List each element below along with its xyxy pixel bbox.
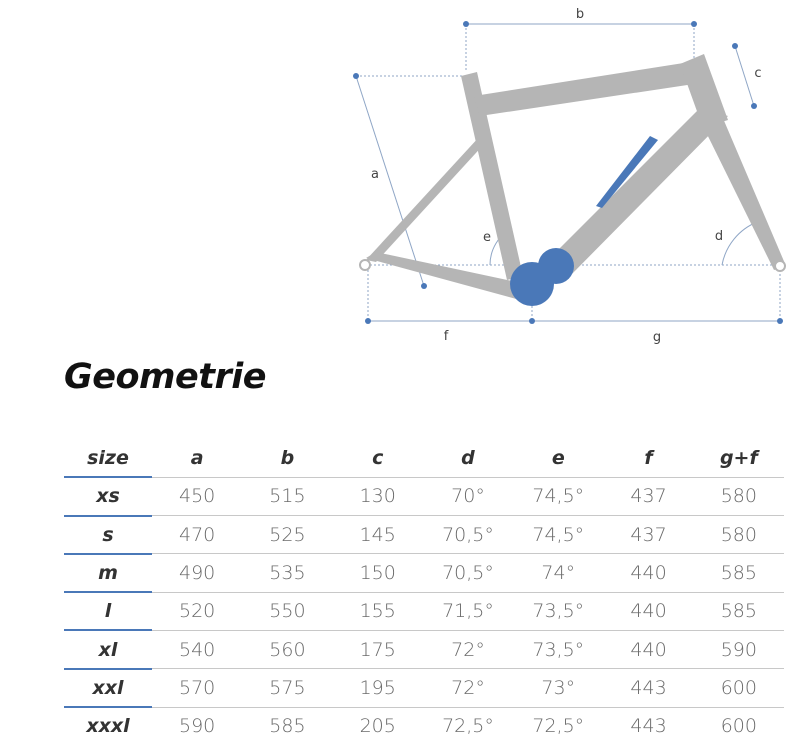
label-d: d: [714, 229, 724, 244]
table-row: [64, 554, 784, 592]
cell-d: 70,5°: [423, 554, 513, 592]
cell-size: xl: [64, 630, 152, 668]
cell-e: 74,5°: [513, 477, 603, 515]
cell-a: 590: [179, 714, 216, 737]
header-e: e: [513, 440, 603, 477]
cell-b: 515: [242, 477, 332, 515]
cell-a: 540: [152, 630, 242, 668]
bike-frame: [366, 54, 786, 300]
geometry-table: [64, 440, 784, 744]
cell-g-plus-f: 600: [694, 669, 784, 707]
cell-d: 71,5°: [423, 592, 513, 630]
label-a: a: [371, 167, 379, 182]
header-b: b: [242, 440, 332, 477]
cell-size: m: [64, 554, 152, 592]
cell-e: 73,5°: [513, 592, 603, 630]
cell-f: 440: [603, 630, 693, 668]
cell-b: 560: [242, 630, 332, 668]
cell-f: 440: [603, 592, 693, 630]
cell-e: 73,5°: [513, 630, 603, 668]
cell-g-plus-f: 585: [694, 554, 784, 592]
label-b: b: [575, 7, 585, 22]
header-f: f: [603, 440, 693, 477]
cell-g-plus-f: 585: [694, 592, 784, 630]
table-row: [64, 707, 784, 744]
cell-a: 490: [152, 554, 242, 592]
cell-c: 195: [333, 669, 423, 707]
cell-f: 437: [603, 516, 693, 554]
header-a: a: [152, 440, 242, 477]
cell-a: 520: [152, 592, 242, 630]
label-f: f: [443, 329, 449, 344]
cell-d: 70,5°: [423, 516, 513, 554]
label-g: g: [652, 330, 662, 345]
cell-e: 72,5°: [532, 714, 585, 737]
page-title: Geometrie: [64, 357, 266, 397]
cell-a: 470: [152, 516, 242, 554]
cell-size: l: [64, 592, 152, 630]
cell-size: xxl: [64, 669, 152, 707]
header-size: size: [64, 440, 152, 477]
header-row: [64, 440, 784, 477]
cell-size: xs: [64, 477, 152, 515]
cell-d: 72°: [423, 669, 513, 707]
cell-d: 70°: [423, 477, 513, 515]
cell-e: 73°: [513, 669, 603, 707]
table-header: [64, 440, 784, 477]
cell-size: xxxl: [86, 715, 130, 738]
cell-g-plus-f: 580: [694, 477, 784, 515]
cell-c: 155: [333, 592, 423, 630]
cell-d: 72°: [423, 630, 513, 668]
table-row: [64, 669, 784, 707]
header-d: d: [423, 440, 513, 477]
cell-d: 72,5°: [442, 714, 494, 737]
cell-b: 535: [242, 554, 332, 592]
cell-b: 585: [269, 714, 306, 737]
cell-e: 74,5°: [513, 516, 603, 554]
cell-a: 570: [152, 669, 242, 707]
cell-f: 440: [603, 554, 693, 592]
table-row: [64, 477, 784, 515]
cell-e: 74°: [513, 554, 603, 592]
header-c: c: [333, 440, 423, 477]
cell-g-plus-f: 600: [720, 714, 757, 737]
cell-b: 550: [242, 592, 332, 630]
table-row: [64, 630, 784, 668]
frame-geometry-diagram: [0, 0, 800, 360]
cell-c: 150: [333, 554, 423, 592]
cell-c: 145: [333, 516, 423, 554]
label-e: e: [483, 230, 491, 245]
cell-c: 205: [359, 714, 396, 737]
cell-a: 450: [152, 477, 242, 515]
cell-f: 443: [630, 714, 667, 737]
cell-f: 443: [603, 669, 693, 707]
cell-c: 175: [333, 630, 423, 668]
cell-b: 525: [242, 516, 332, 554]
cell-g-plus-f: 580: [694, 516, 784, 554]
table-row: [64, 592, 784, 630]
header-g-plus-f: g+f: [694, 440, 784, 477]
cell-size: s: [64, 516, 152, 554]
cell-c: 130: [333, 477, 423, 515]
table-row: [64, 516, 784, 554]
cell-b: 575: [242, 669, 332, 707]
label-c: c: [754, 66, 762, 81]
table-body: [64, 477, 784, 744]
cell-g-plus-f: 590: [694, 630, 784, 668]
cell-f: 437: [603, 477, 693, 515]
